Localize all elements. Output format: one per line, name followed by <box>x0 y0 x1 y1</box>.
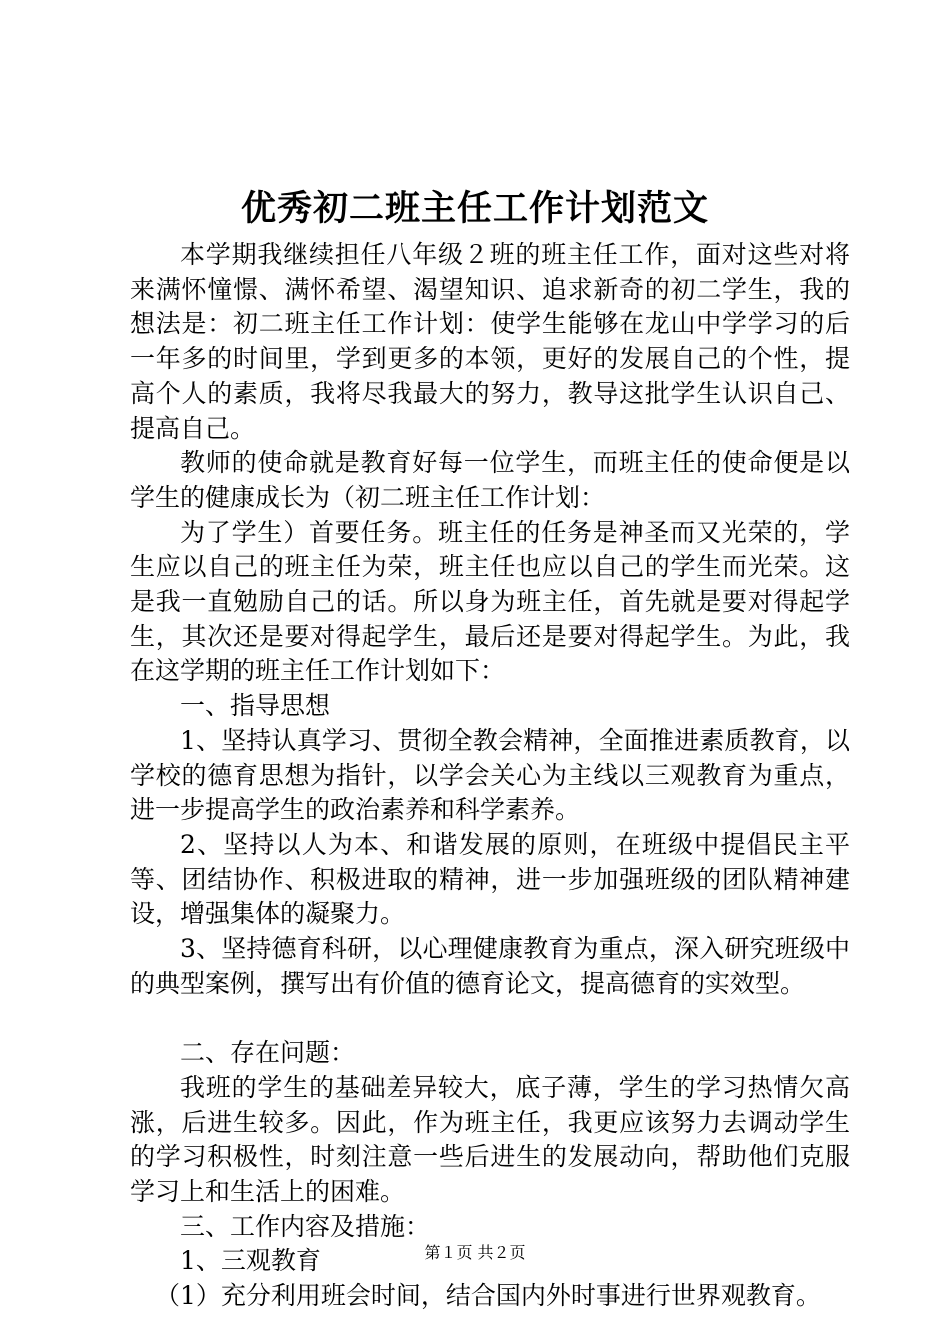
paragraph-intro: 本学期我继续担任八年级２班的班主任工作，面对这些对将来满怀憧憬、满怀希望、渴望知识、追求新奇的初二学生，我的想法是：初二班主任工作计划：使学生能够在龙山中学学习的后一年多的时间里，学到更多的本领，更好的发展自己的个性，提高个人的素质，我将尽我最大的努力，教导这批学生认识自己、提高自己。 <box>130 240 850 443</box>
paragraph-for-students: 为了学生）首要任务。班主任的任务是神圣而又光荣的，学生应以自己的班主任为荣，班主任也应以自己的学生而光荣。这是我一直勉励自己的话。所以身为班主任，首先就是要对得起学生，其次还是要对得起学生，最后还是要对得起学生。为此，我在这学期的班主任工作计划如下： <box>130 517 850 686</box>
subheading-three-views: 1、三观教育 <box>180 1246 321 1276</box>
document-title: 优秀初二班主任工作计划范文 <box>240 188 709 229</box>
paragraph-problems: 我班的学生的基础差异较大，底子薄，学生的学习热情欠高涨，后进生较多。因此，作为班主任，我更应该努力去调动学生的学习积极性，时刻注意一些后进生的发展动向，帮助他们克服学习上和生活上的困难。 <box>130 1072 850 1206</box>
document-body <box>130 238 850 1314</box>
list-item-2: 2、坚持以人为本、和谐发展的原则，在班级中提倡民主平等、团结协作、积极进取的精神，进一步加强班级的团队精神建设，增强集体的凝聚力。 <box>130 829 850 929</box>
list-item-3: 3、坚持德育科研，以心理健康教育为重点，深入研究班级中的典型案例，撰写出有价值的德育论文，提高德育的实效型。 <box>130 934 850 998</box>
paragraph-mission: 教师的使命就是教育好每一位学生，而班主任的使命便是以学生的健康成长为（初二班主任工作计划： <box>130 448 850 512</box>
page-footer: 第１页 共２页 <box>424 1243 526 1262</box>
blank-line <box>130 1001 850 1036</box>
section-heading-guiding-thought: 一、指导思想 <box>180 691 331 721</box>
sub-item-1: （1）充分利用班会时间，结合国内外时事进行世界观教育。 <box>155 1281 821 1311</box>
list-item-1: 1、坚持认真学习、贯彻全教会精神，全面推进素质教育，以学校的德育思想为指针，以学会关心为主线以三观教育为重点，进一步提高学生的政治素养和科学素养。 <box>130 725 850 825</box>
section-heading-measures: 三、工作内容及措施： <box>180 1211 431 1241</box>
section-heading-problems: 二、存在问题： <box>180 1038 356 1068</box>
